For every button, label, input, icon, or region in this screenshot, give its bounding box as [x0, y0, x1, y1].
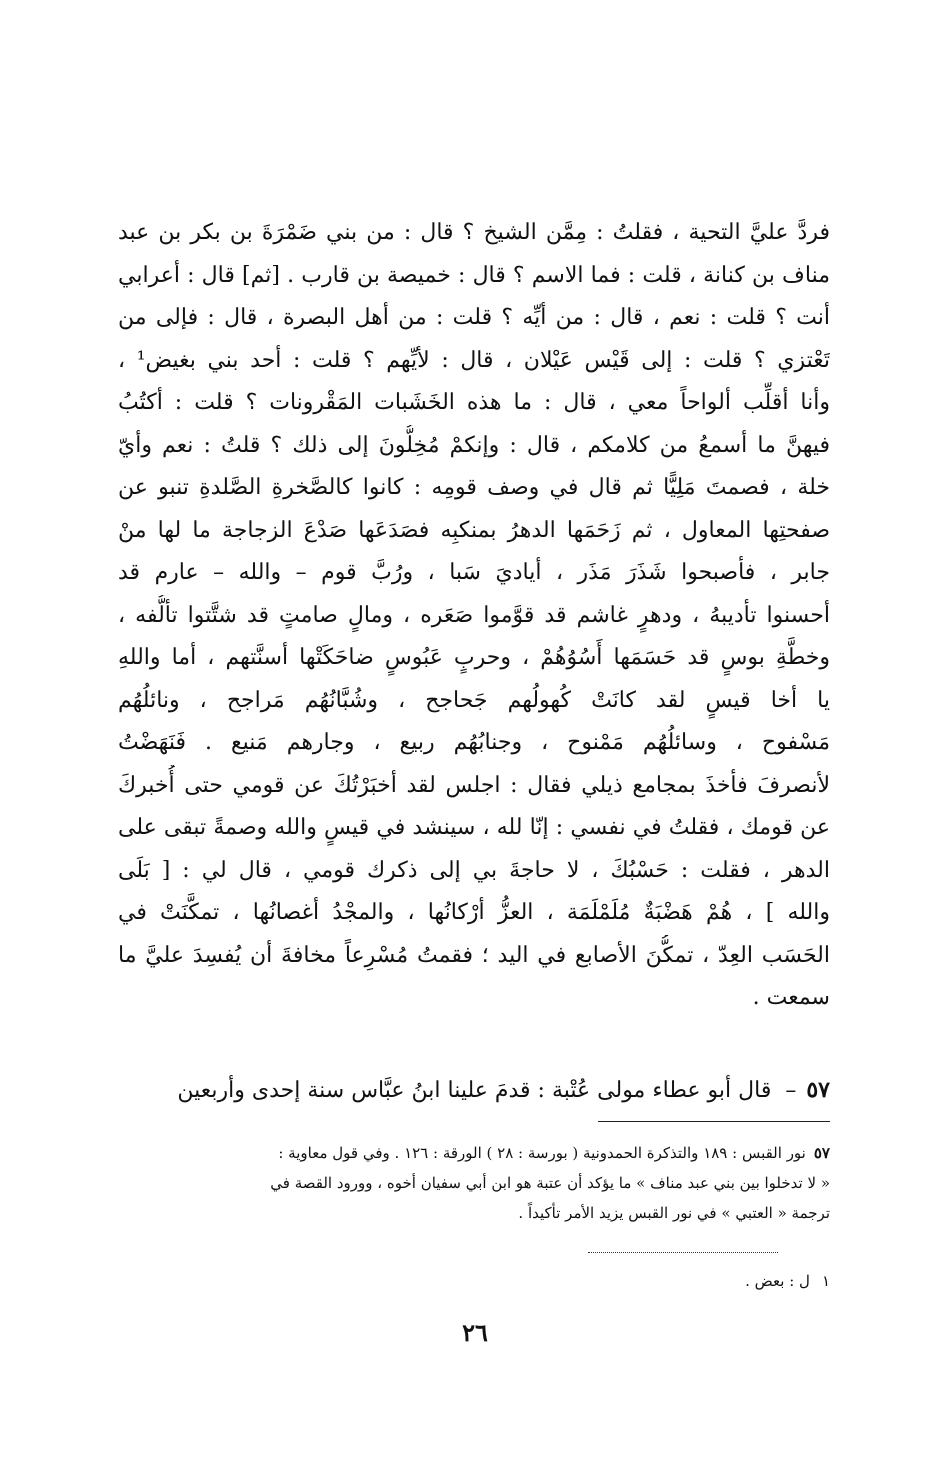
footnote-line-3: ترجمة « العتبي » في نور القبس يزيد الأمر تأكيداً . — [518, 1204, 830, 1222]
text-line-12: يا أخا قيسٍ لقد كانَتْ كُهولُهم جَحاجح ، وشُبَّانُهُم مَراجح ، ونائلُهُم — [118, 687, 830, 713]
footnote-line-1 — [118, 1138, 830, 1168]
text-line-9: جابر ، فأصبحوا شَذَرَ مَذَر ، أياديَ سَبا ، ورُبَّ قوم – والله – عارم قد — [118, 560, 830, 585]
footnote-block — [118, 1138, 830, 1228]
footnote-number: ٥٧ — [813, 1144, 830, 1162]
variant-note-text: ل : بعض . — [745, 1272, 810, 1290]
text-line-17: والله ] ، هُمْ هَضْبَةٌ مُلَمْلَمَة ، العزُّ أرْكانُها ، والمجْدُ أغصانُها ، تمكَّنَتْ في — [118, 900, 830, 925]
item-dash: – — [785, 1078, 797, 1103]
dotted-divider — [588, 1252, 778, 1253]
variant-note — [118, 1266, 830, 1296]
text-line-15: عن قومك ، فقلتُ في نفسي : إنّا لله ، سينشد في قيسٍ والله وصمةً تبقى على — [118, 815, 830, 840]
item-number: ٥٧ — [806, 1077, 830, 1103]
text-line-13: مَسْفوح ، وسائلُهُم مَمْنوح ، وجنابُهُم ربيع ، وجارهم مَنيع . فَنَهَضْتُ — [118, 730, 830, 755]
footnote-divider — [598, 1121, 830, 1122]
text-line-6: فيهنَّ ما أسمعُ من كلامكم ، قال : وإنكمْ مُخِلُّونَ إلى ذلك ؟ قلتُ : نعم وأيّ — [118, 432, 830, 458]
text-line-8: صفحتِها المعاول ، ثم زَحَمَها الدهرُ بمنكبِه فصَدَعَها صَدْعَ الزجاجة ما لها منْ — [118, 517, 830, 543]
text-line-11: وخطَّةِ بوسٍ قد حَسَمَها أَسُوُهُمْ ، وحربٍ عَبُوسٍ ضاحَكَتْها أسنَّتهم ، أما واللهِ — [118, 645, 830, 670]
footnote-text-1: نور القبس : ١٨٩ والتذكرة الحمدونية ( بورسة : ٢٨ ) الورقة : ١٢٦ . وفي قول معاوية : — [278, 1144, 806, 1162]
text-line-18: الحَسَب العِدّ ، تمكُّنَ الأصابع في اليد ؛ فقمتُ مُسْرِعاً مخافةَ أن يُفسِدَ عليَّ ما — [118, 942, 830, 968]
text-line-14: لأنصرفَ فأخذَ بمجامع ذيلي فقال : اجلس لقد أخبَرْتُكَ عن قومي حتى أُخبركَ — [118, 772, 830, 798]
text-line-3: أنت ؟ قلت : نعم ، قال : من أيِّه ؟ قلت : من أهل البصرة ، قال : فإلى من — [118, 305, 830, 330]
footnote-line-2: « لا تدخلوا بين بني عبد مناف » ما يؤكد أن عتبة هو ابن أبي سفيان أخوه ، وورود القصة في — [270, 1174, 830, 1192]
text-line-2: مناف بن كنانة ، قلت : فما الاسم ؟ قال : خميصة بن قارب . [ثم] قال : أعرابي — [118, 262, 830, 288]
variant-note-number: ١ — [821, 1272, 830, 1290]
text-line-1: فردَّ عليَّ التحية ، فقلتُ : مِمَّن الشيخ ؟ قال : من بني ضَمْرَةَ بن بكر بن عبد — [118, 220, 830, 245]
text-line-16: الدهر ، فقلت : حَسْبُكَ ، لا حاجةَ بي إلى ذكرك قومي ، قال لي : [ بَلَى — [118, 857, 830, 883]
text-line-19: سمعت . — [752, 985, 830, 1010]
text-line-4: تَعْتزي ؟ قلت : إلى قَيْس عَيْلان ، قال : لأيِّهم ؟ قلت : أحد بني بغيض¹ ، — [118, 347, 830, 373]
text-line-7: خلة ، فصمتَ مَلِيًّا ثم قال في وصف قومِه : كانوا كالصَّخرةِ الصَّلدةِ تنبو عن — [118, 475, 830, 500]
text-line-10: أحسنوا تأديبهُ ، ودهرٍ غاشم قد قوَّموا صَعَره ، ومالٍ صامتٍ قد شتَّتوا تألُّفه ، — [118, 602, 830, 628]
main-text-block — [118, 212, 830, 1020]
next-item-line — [118, 1068, 830, 1112]
item-text: قال أبو عطاء مولى عُتْبة : قدمَ علينا ابنُ عبَّاس سنة إحدى وأربعين — [177, 1078, 772, 1103]
text-line-5: وأنا أقلِّب ألواحاً معي ، قال : ما هذه الخَشَبات المَقْرونات ؟ قلت : أكتُبُ — [118, 390, 830, 415]
page-number: ٢٦ — [462, 1318, 488, 1347]
